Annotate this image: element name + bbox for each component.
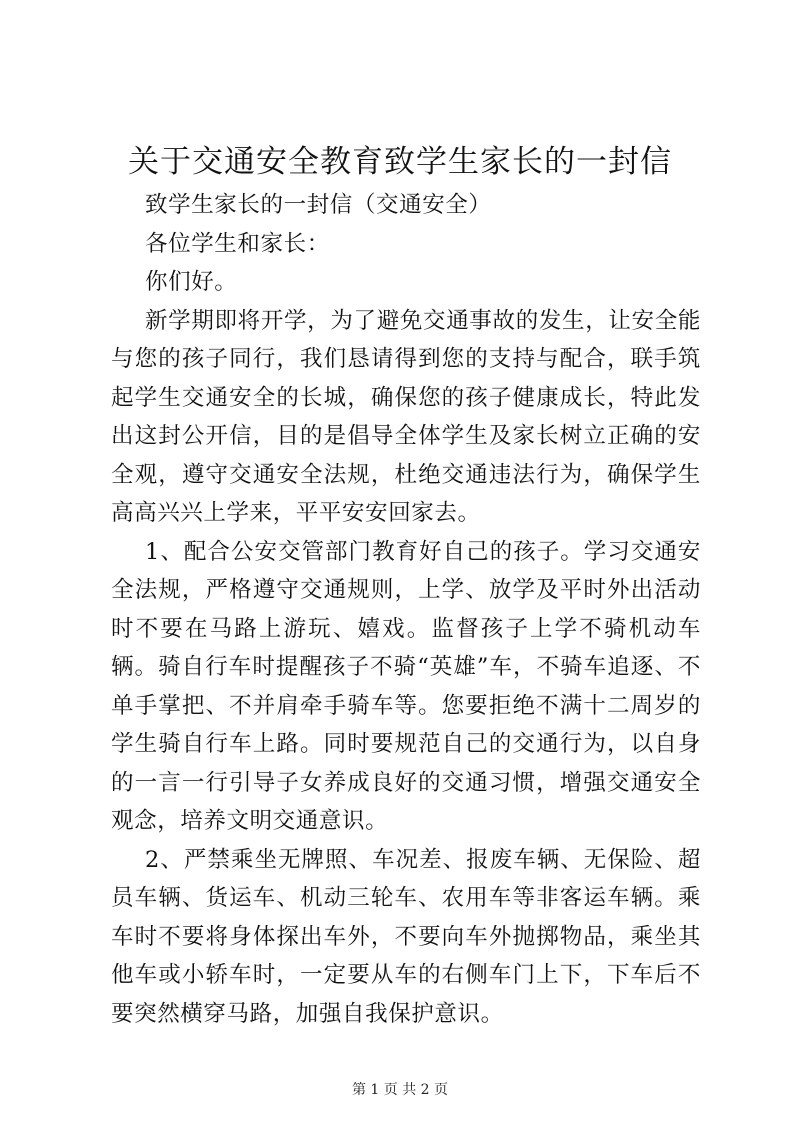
page-footer: 第 1 页 共 2 页 [351,1082,449,1098]
document-title: 关于交通安全教育致学生家长的一封信 [128,144,672,180]
document-body [111,186,701,1033]
paragraph-greeting: 你们好。 [145,269,238,295]
paragraph-intro: 新学期即将开学，为了避免交通事故的发生，让安全能与您的孩子同行，我们恳请得到您的支持与配合，联手筑起学生交通安全的长城，确保您的孩子健康成长，特此发出这封公开信，目的是倡导全体学生及家长树立正确的安全观，遵守交通安全法规，杜绝交通违法行为，确保学生高高兴兴上学来，平平安安回家去。 [111,307,701,526]
paragraph-subtitle: 致学生家长的一封信（交通安全） [145,192,492,218]
paragraph-item-2: 2、严禁乘坐无牌照、车况差、报废车辆、无保险、超员车辆、货运车、机动三轮车、农用车等非客运车辆。乘车时不要将身体探出车外，不要向车外抛掷物品，乘坐其他车或小轿车时，一定要从车的右侧车门上下，下车后不要突然横穿马路，加强自我保护意识。 [111,846,701,1027]
paragraph-salutation: 各位学生和家长： [145,230,330,257]
paragraph-item-1: 1、配合公安交管部门教育好自己的孩子。学习交通安全法规，严格遵守交通规则，上学、放学及平时外出活动时不要在马路上游玩、嬉戏。监督孩子上学不骑机动车辆。骑自行车时提醒孩子不骑“英雄”车，不骑车追逐、不单手掌把、不并肩牵手骑车等。您要拒绝不满十二周岁的学生骑自行车上路。同时要规范自己的交通行为，以自身的一言一行引导子女养成良好的交通习惯，增强交通安全观念，培养文明交通意识。 [111,538,701,834]
